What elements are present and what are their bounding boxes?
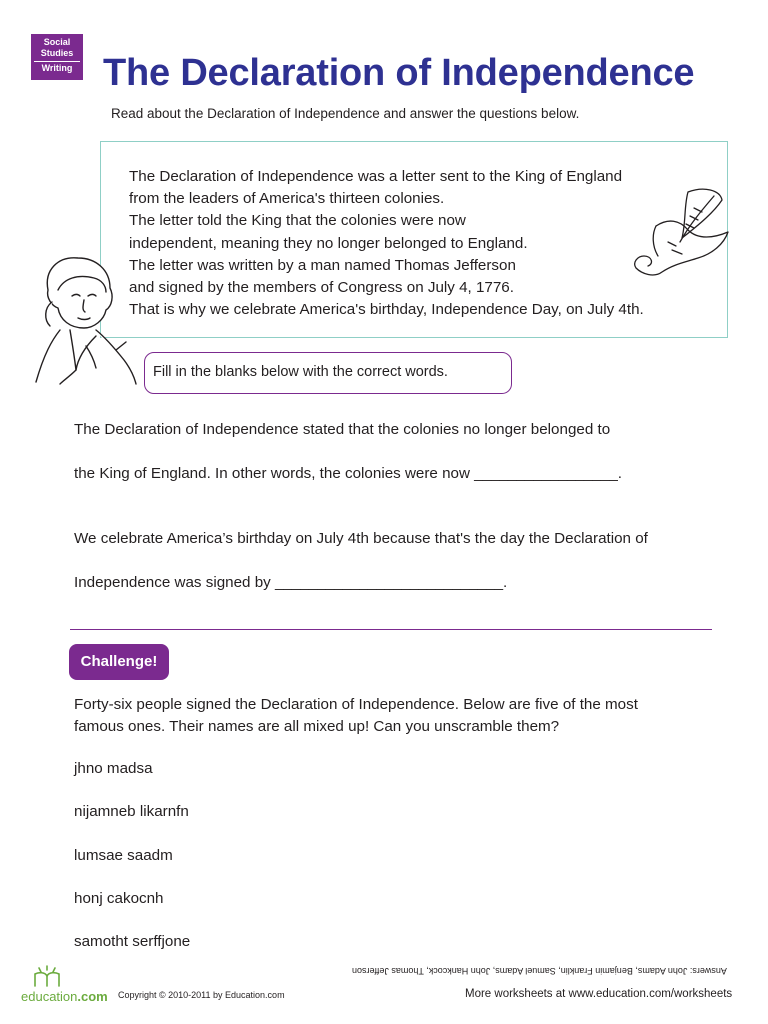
scrambled-name: samotht serffjone — [74, 933, 191, 950]
challenge-line: famous ones. Their names are all mixed up! Can you unscramble them? — [74, 718, 560, 735]
passage-line: The letter told the King that the colonies were now — [129, 212, 466, 230]
instruction-box: Fill in the blanks below with the correct words. — [144, 352, 512, 394]
badge-line-studies: Studies — [40, 48, 74, 58]
passage-line: That is why we celebrate America's birthday, Independence Day, on July 4th. — [129, 301, 644, 319]
quill-scroll-illustration — [628, 186, 738, 286]
question-2-line-1: We celebrate America’s birthday on July 4th because that's the day the Declaration of — [74, 530, 648, 547]
challenge-line: Forty-six people signed the Declaration of Independence. Below are five of the most — [74, 696, 638, 713]
badge-line-writing: Writing — [34, 61, 80, 74]
page-subtitle: Read about the Declaration of Independence and answer the questions below. — [111, 106, 580, 121]
question-2-line-2: Independence was signed by ___________________________. — [74, 574, 508, 591]
challenge-instructions — [74, 694, 734, 738]
scrambled-name: nijamneb likarnfn — [74, 803, 189, 820]
education-logo-icon — [25, 964, 69, 988]
passage-line: The letter was written by a man named Thomas Jefferson — [129, 256, 516, 274]
page-title: The Declaration of Independence — [103, 52, 695, 94]
copyright-text: Copyright © 2010-2011 by Education.com — [118, 990, 285, 1000]
scrambled-name: honj cakocnh — [74, 890, 164, 907]
subject-badge — [31, 34, 83, 80]
challenge-badge: Challenge! — [69, 644, 169, 680]
badge-line-social: Social — [43, 37, 71, 47]
answer-key-upside-down: Answers: John Adams, Benjamin Franklin, Samuel Adams, John Hankcock, Thomas Jefferson — [352, 966, 727, 976]
jefferson-portrait-illustration — [30, 250, 150, 390]
scrambled-name: jhno madsa — [74, 760, 153, 777]
passage-line: The Declaration of Independence was a letter sent to the King of England — [129, 168, 623, 185]
more-worksheets-link[interactable]: More worksheets at www.education.com/worksheets — [465, 988, 733, 1000]
education-logo-text — [21, 989, 108, 1004]
passage-line: from the leaders of America's thirteen colonies. — [129, 190, 445, 208]
question-1-line-2: the King of England. In other words, the colonies were now _________________. — [74, 465, 622, 482]
logo-com: .com — [77, 989, 108, 1004]
logo-main: education — [21, 989, 78, 1004]
question-1-line-1: The Declaration of Independence stated that the colonies no longer belonged to — [74, 421, 611, 438]
section-divider — [70, 629, 712, 630]
passage-line: and signed by the members of Congress on July 4, 1776. — [129, 279, 514, 297]
passage-line: independent, meaning they no longer belonged to England. — [129, 234, 528, 252]
scrambled-name: lumsae saadm — [74, 847, 173, 864]
